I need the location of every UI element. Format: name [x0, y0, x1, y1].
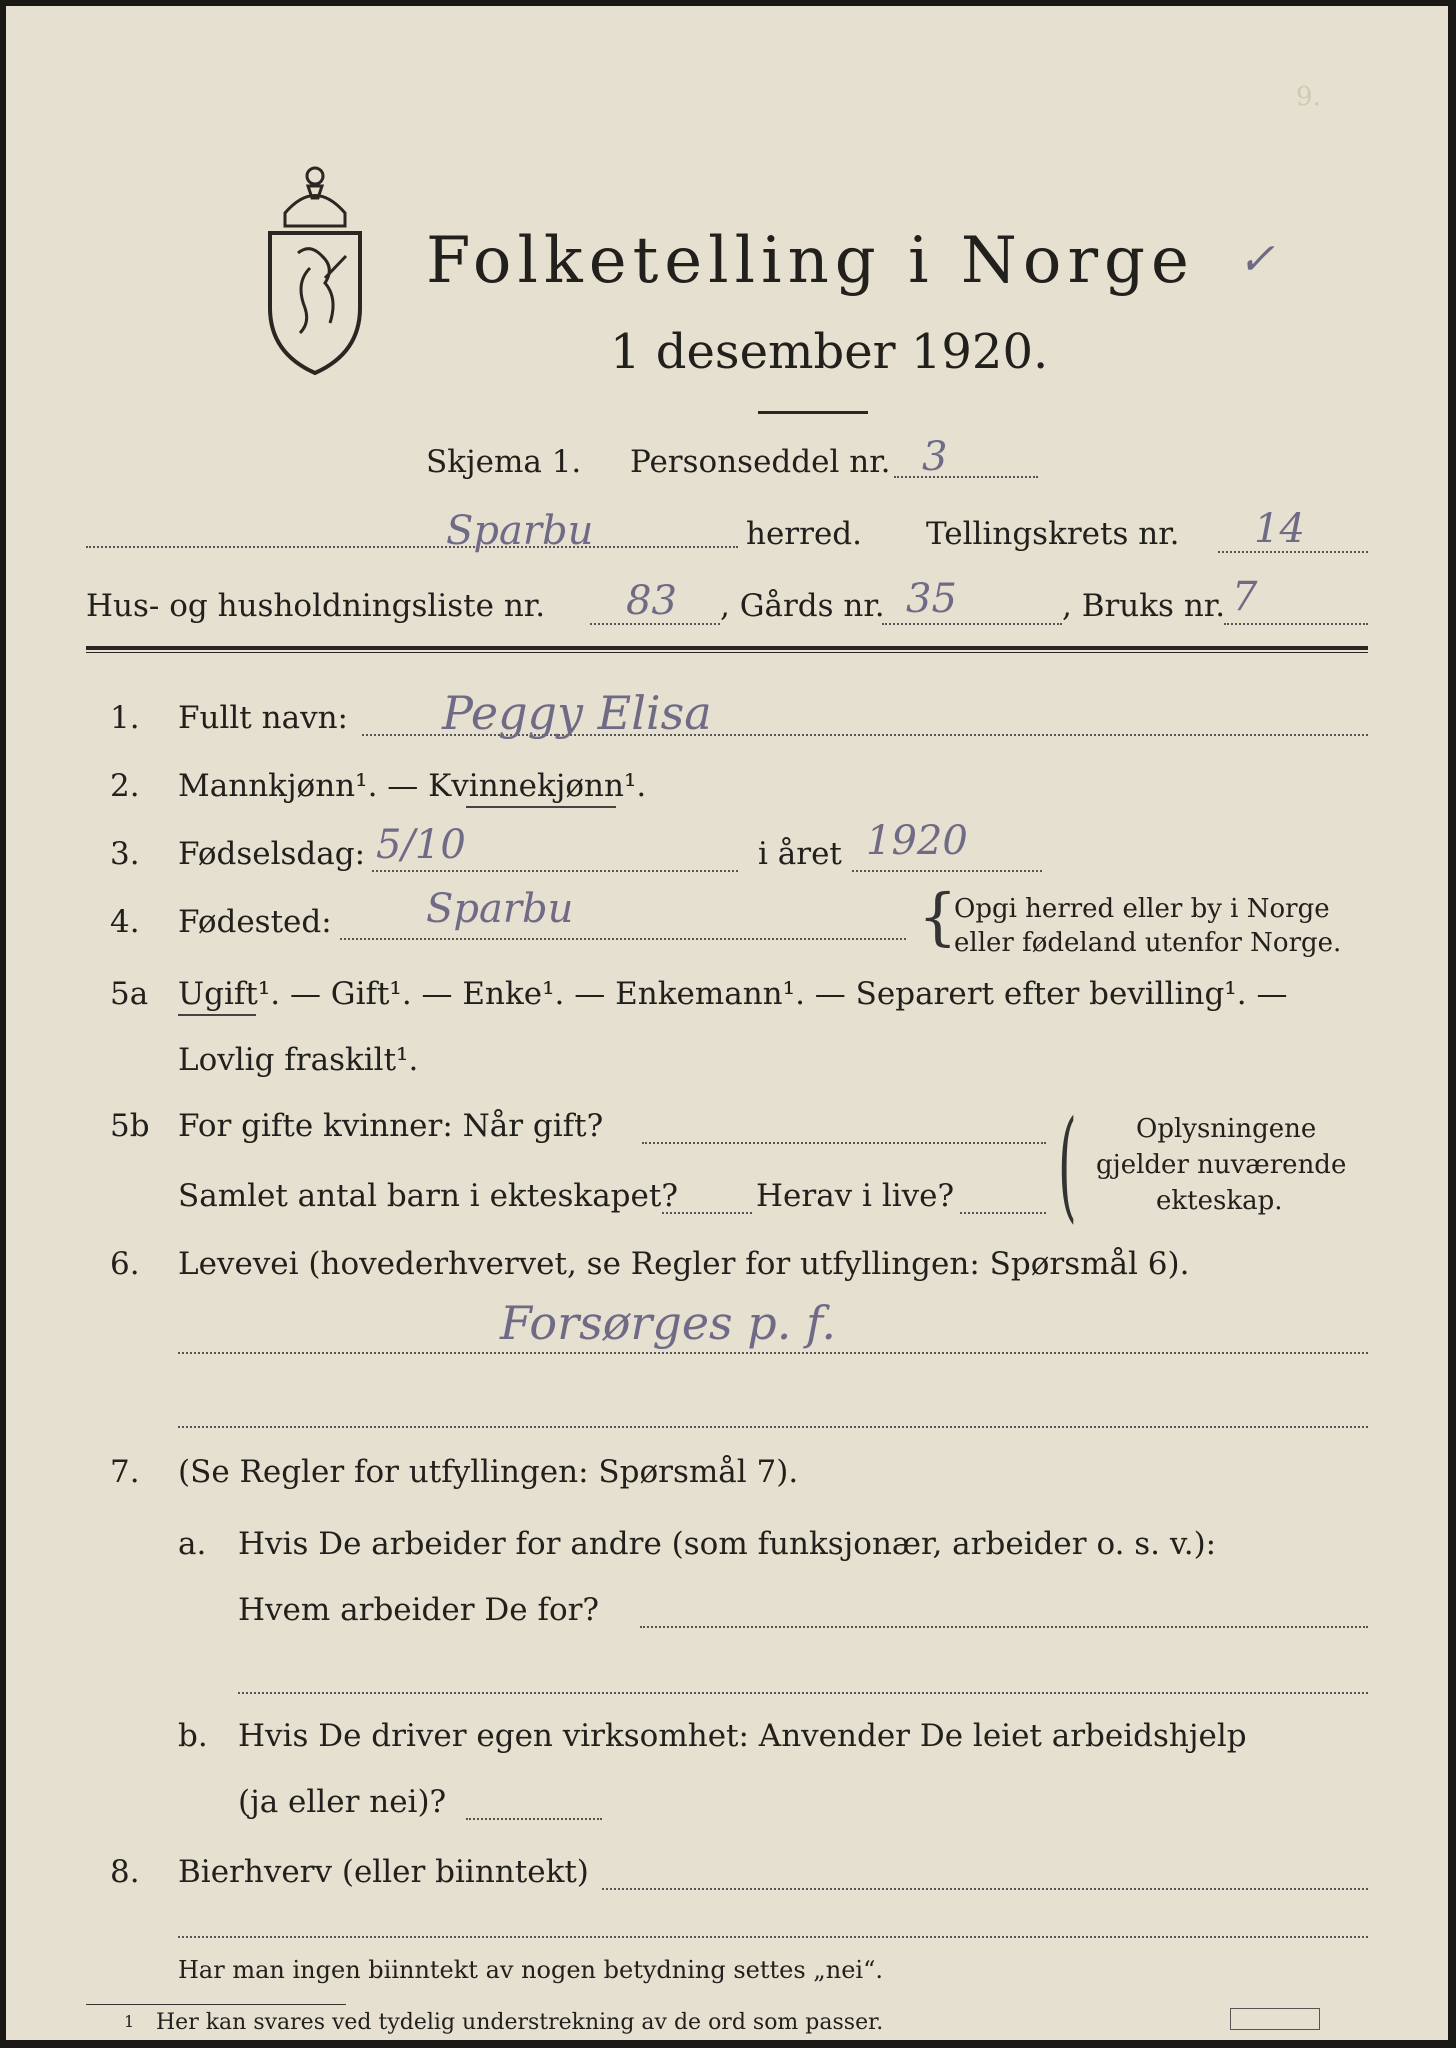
biinntekt-note: Har man ingen biinntekt av nogen betydning settes „nei“.	[178, 1956, 883, 1984]
q4-note-line2: eller fødeland utenfor Norge.	[954, 928, 1342, 958]
q4-label: Fødested:	[178, 904, 332, 940]
census-date: 1 desember 1920.	[610, 324, 1049, 380]
section-divider-thin	[86, 652, 1368, 653]
q7-label: (Se Regler for utfyllingen: Spørsmål 7).	[178, 1454, 799, 1490]
q5a-number: 5a	[110, 976, 149, 1012]
tellingskrets-value[interactable]: 14	[1254, 506, 1305, 552]
q5b-note-line3: ekteskap.	[1156, 1186, 1283, 1216]
q6-answer[interactable]: Forsørges p. f.	[500, 1296, 836, 1350]
q6-label: Levevei (hovederhvervet, se Regler for utfyllingen: Spørsmål 6).	[178, 1246, 1190, 1282]
herred-line	[86, 546, 738, 548]
q7b-line2: (ja eller nei)?	[238, 1784, 447, 1820]
q5b-children-line	[662, 1212, 752, 1214]
q6-line1	[178, 1352, 1368, 1354]
q1-label: Fullt navn:	[178, 700, 348, 736]
bruks-label: , Bruks nr.	[1062, 588, 1226, 624]
q4-brace: {	[918, 880, 958, 953]
q5b-note-line2: gjelder nuværende	[1096, 1150, 1347, 1180]
q2-number: 2.	[110, 768, 140, 804]
q8-extra-line	[178, 1936, 1368, 1938]
q5a-line2: Lovlig fraskilt¹.	[178, 1042, 419, 1078]
q7a-line1: Hvis De arbeider for andre (som funksjonær, arbeider o. s. v.):	[238, 1526, 1217, 1562]
q7a-line2: Hvem arbeider De for?	[238, 1592, 600, 1628]
q3-year-label: i året	[758, 836, 842, 872]
q3-answer[interactable]: 5/10	[376, 822, 466, 868]
q5b-note-line1: Oplysningene	[1136, 1114, 1317, 1144]
bruks-line	[1224, 623, 1368, 625]
q7b-line1: Hvis De driver egen virksomhet: Anvender De leiet arbeidshjelp	[238, 1718, 1247, 1754]
q4-number: 4.	[110, 904, 140, 940]
q4-answer[interactable]: Sparbu	[426, 886, 574, 932]
q5b-alive-line	[960, 1212, 1046, 1214]
footnote-divider	[86, 2004, 346, 2005]
herred-label: herred.	[746, 516, 862, 552]
q7b-letter: b.	[178, 1718, 208, 1754]
q3-label: Fødselsdag:	[178, 836, 366, 872]
q5a-line1: Ugift¹. — Gift¹. — Enke¹. — Enkemann¹. — Separert efter bevilling¹. —	[178, 976, 1288, 1012]
q1-number: 1.	[110, 700, 140, 736]
schema-label: Skjema 1.	[426, 444, 582, 480]
q4-note-line1: Opgi herred eller by i Norge	[954, 894, 1330, 924]
q3-year-answer[interactable]: 1920	[866, 818, 968, 864]
q8-label: Bierhverv (eller biinntekt)	[178, 1854, 589, 1890]
q6-number: 6.	[110, 1246, 140, 1282]
q6-line2	[178, 1426, 1368, 1428]
check-mark: ✓	[1238, 234, 1275, 285]
q7a-extra-line	[238, 1692, 1368, 1694]
gards-line	[882, 623, 1062, 625]
printer-stamp	[1230, 2008, 1320, 2030]
q5b-paren: (	[1058, 1096, 1077, 1235]
q7b-line	[466, 1818, 602, 1820]
q8-number: 8.	[110, 1854, 140, 1890]
herred-value[interactable]: Sparbu	[446, 508, 594, 554]
q8-line	[602, 1888, 1368, 1890]
personseddel-label: Personseddel nr.	[630, 444, 891, 480]
q5b-alive-label: Herav i live?	[756, 1178, 955, 1214]
q3-year-line	[852, 870, 1042, 872]
q5b-line1: For gifte kvinner: Når gift?	[178, 1108, 604, 1144]
personseddel-value[interactable]: 3	[922, 434, 948, 480]
gards-value[interactable]: 35	[906, 576, 957, 622]
section-divider	[86, 646, 1368, 650]
q2-underline-kvinnekjonn	[466, 806, 616, 808]
q4-line	[340, 938, 906, 940]
q7a-line	[640, 1626, 1368, 1628]
bleed-through-text: 9.	[1296, 82, 1321, 112]
title-divider	[758, 411, 868, 414]
personseddel-line	[894, 476, 1038, 478]
q5b-line2: Samlet antal barn i ekteskapet?	[178, 1178, 678, 1214]
hus-value[interactable]: 83	[626, 578, 677, 624]
q3-line	[372, 870, 738, 872]
census-form-page	[6, 6, 1448, 2040]
q1-answer[interactable]: Peggy Elisa	[442, 686, 712, 740]
gards-label: , Gårds nr.	[720, 588, 885, 624]
q5a-underline-ugift	[178, 1014, 256, 1016]
q7a-letter: a.	[178, 1526, 207, 1562]
q7-number: 7.	[110, 1454, 140, 1490]
norway-coat-of-arms-icon	[250, 158, 380, 378]
form-title: Folketelling i Norge	[426, 224, 1195, 298]
q2-label: Mannkjønn¹. — Kvinnekjønn¹.	[178, 768, 647, 804]
hus-label: Hus- og husholdningsliste nr.	[86, 588, 546, 624]
bruks-value[interactable]: 7	[1232, 574, 1258, 620]
q5b-when-line	[642, 1142, 1046, 1144]
q3-number: 3.	[110, 836, 140, 872]
tellingskrets-label: Tellingskrets nr.	[926, 516, 1180, 552]
footnote-text: Her kan svares ved tydelig understrekning av de ord som passer.	[156, 2010, 884, 2035]
footnote-mark: 1	[124, 2012, 135, 2031]
q5b-number: 5b	[110, 1108, 150, 1144]
